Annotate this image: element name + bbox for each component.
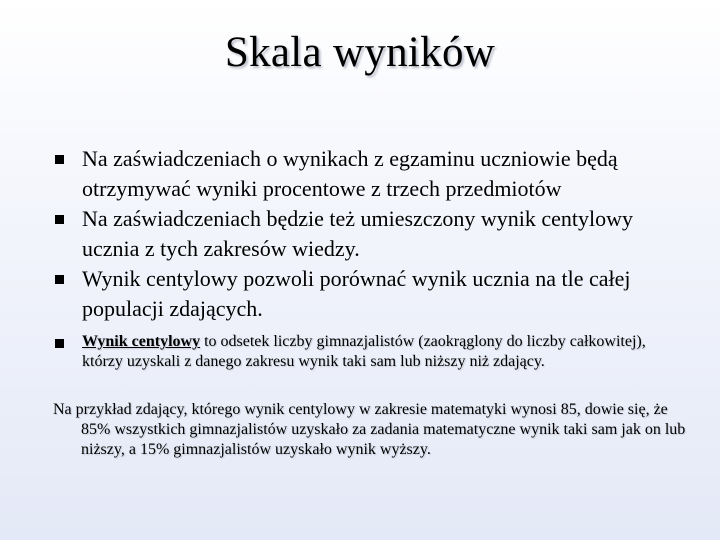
example-paragraph: Na przykład zdający, którego wynik centylowy w zakresie matematyki wynosi 85, dowie się, że 85% wszystkich gimnazjalistów uzyskało za zadania matematyczne wynik taki sam jak on lub niższy, a 15% gimnazjalistów uzyskało wynik wyższy. [53, 401, 686, 458]
slide-title: Skala wyników [224, 29, 496, 76]
term-highlight: Wynik centylowy [82, 333, 201, 350]
bullet-text: Na zaświadczeniach będzie też umieszczony wynik centylowy ucznia z tych zakresów wiedzy. [82, 206, 633, 261]
bullet-text: Na zaświadczeniach o wynikach z egzaminu uczniowie będą otrzymywać wyniki procentowe z trzech przedmiotów [82, 146, 618, 201]
square-bullet-icon [55, 155, 64, 164]
square-bullet-icon [55, 275, 64, 284]
term-definition: to odsetek liczby gimnazjalistów (zaokrąglony do liczby całkowitej), którzy uzyskali z danego zakresu wynik taki sam lub niższy niż zdający. [82, 333, 646, 370]
bullet-text [82, 332, 655, 372]
bullet-text: Wynik centylowy pozwoli porównać wynik ucznia na tle całej populacji zdających. [82, 266, 631, 321]
square-bullet-icon [55, 215, 64, 224]
square-bullet-icon [55, 339, 64, 348]
